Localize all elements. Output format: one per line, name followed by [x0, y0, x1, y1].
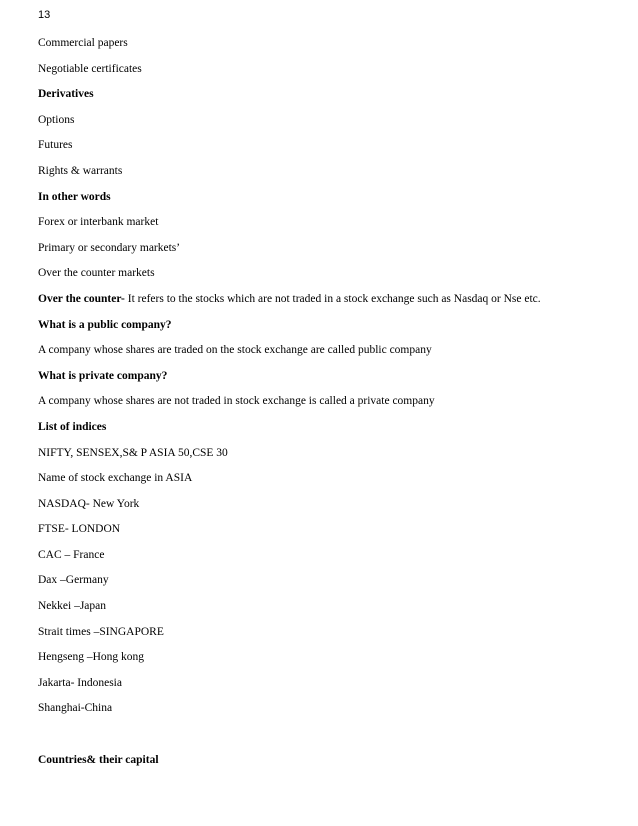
- section-heading-derivatives: Derivatives: [38, 88, 94, 101]
- text-line: NIFTY, SENSEX,S& P ASIA 50,CSE 30: [38, 446, 228, 459]
- definition-text: It refers to the stocks which are not traded in a stock exchange such as Nasdaq or Nse etc.: [124, 292, 541, 305]
- section-heading-countries: Countries& their capital: [38, 753, 159, 766]
- text-line: Name of stock exchange in ASIA: [38, 472, 193, 485]
- answer-private-company: A company whose shares are not traded in stock exchange is called a private company: [38, 395, 435, 408]
- list-item: Dax –Germany: [38, 574, 109, 587]
- list-item: FTSE- LONDON: [38, 523, 121, 536]
- list-item: Strait times –SINGAPORE: [38, 625, 164, 638]
- list-item: CAC – France: [38, 548, 105, 561]
- text-line: Forex or interbank market: [38, 216, 159, 229]
- definition-term: Over the counter-: [38, 292, 125, 305]
- question-public-company: What is a public company?: [38, 318, 172, 331]
- text-line: Futures: [38, 139, 73, 152]
- page-number: 13: [38, 9, 51, 21]
- document-body: [38, 36, 618, 778]
- section-heading-indices: List of indices: [38, 420, 107, 433]
- text-line: Options: [38, 113, 75, 126]
- section-heading-in-other-words: In other words: [38, 190, 111, 203]
- list-item: Jakarta- Indonesia: [38, 676, 122, 689]
- list-item: Shanghai-China: [38, 702, 113, 715]
- text-line: Primary or secondary markets’: [38, 241, 181, 254]
- text-line: Rights & warrants: [38, 164, 123, 177]
- question-private-company: What is private company?: [38, 369, 168, 382]
- definition-line: [38, 292, 618, 307]
- list-item: Nekkei –Japan: [38, 600, 107, 613]
- list-item: NASDAQ- New York: [38, 497, 140, 510]
- list-item: Hengseng –Hong kong: [38, 651, 145, 664]
- answer-public-company: A company whose shares are traded on the stock exchange are called public company: [38, 344, 432, 357]
- text-line: Commercial papers: [38, 37, 128, 49]
- text-line: Negotiable certificates: [38, 62, 142, 75]
- blank-line: [38, 727, 618, 753]
- text-line: Over the counter markets: [38, 267, 155, 280]
